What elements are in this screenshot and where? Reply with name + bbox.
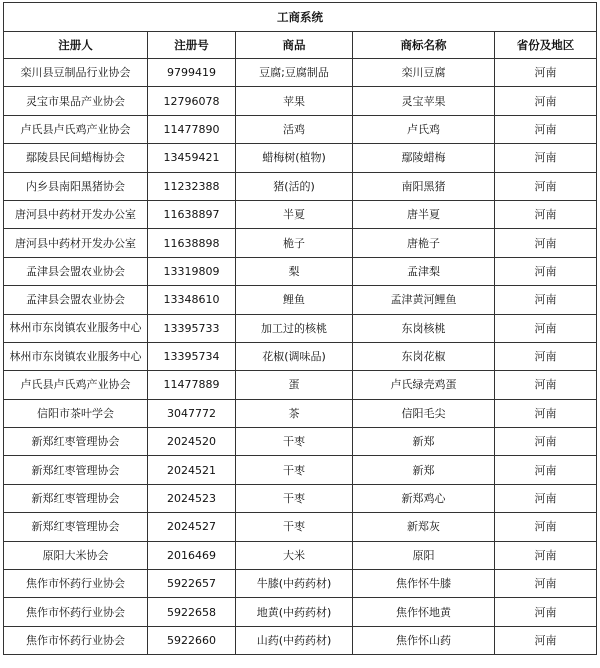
province-cell: 河南 <box>495 257 597 285</box>
registrant-cell: 新郑红枣管理协会 <box>4 513 148 541</box>
reg-number-cell: 11638898 <box>148 229 236 257</box>
province-cell: 河南 <box>495 513 597 541</box>
province-cell: 河南 <box>495 59 597 87</box>
table-row <box>4 87 597 115</box>
province-cell: 河南 <box>495 115 597 143</box>
province-cell: 河南 <box>495 286 597 314</box>
table-row <box>4 115 597 143</box>
registrant-cell: 内乡县南阳黑猪协会 <box>4 172 148 200</box>
trademark-cell: 原阳 <box>353 541 495 569</box>
table-row <box>4 229 597 257</box>
goods-cell: 豆腐;豆腐制品 <box>236 59 353 87</box>
reg-number-cell: 5922660 <box>148 626 236 654</box>
table-row <box>4 484 597 512</box>
table-title: 工商系统 <box>4 3 597 32</box>
reg-number-cell: 2024527 <box>148 513 236 541</box>
goods-cell: 猪(活的) <box>236 172 353 200</box>
province-cell: 河南 <box>495 428 597 456</box>
reg-number-cell: 2024521 <box>148 456 236 484</box>
reg-number-cell: 13348610 <box>148 286 236 314</box>
goods-cell: 牛膝(中药药材) <box>236 570 353 598</box>
registrant-cell: 孟津县会盟农业协会 <box>4 286 148 314</box>
goods-cell: 蜡梅树(植物) <box>236 144 353 172</box>
province-cell: 河南 <box>495 598 597 626</box>
goods-cell: 苹果 <box>236 87 353 115</box>
table-row <box>4 598 597 626</box>
table-row <box>4 172 597 200</box>
column-header-registrant: 注册人 <box>4 32 148 59</box>
goods-cell: 活鸡 <box>236 115 353 143</box>
goods-cell: 鲤鱼 <box>236 286 353 314</box>
registrant-cell: 林州市东岗镇农业服务中心 <box>4 342 148 370</box>
registrant-cell: 孟津县会盟农业协会 <box>4 257 148 285</box>
trademark-cell: 孟津梨 <box>353 257 495 285</box>
trademark-cell: 唐桅子 <box>353 229 495 257</box>
table-row <box>4 456 597 484</box>
trademark-cell: 南阳黑猪 <box>353 172 495 200</box>
registrant-cell: 焦作市怀药行业协会 <box>4 626 148 654</box>
reg-number-cell: 5922657 <box>148 570 236 598</box>
registrant-cell: 卢氏县卢氏鸡产业协会 <box>4 115 148 143</box>
registrant-cell: 新郑红枣管理协会 <box>4 456 148 484</box>
province-cell: 河南 <box>495 484 597 512</box>
goods-cell: 花椒(调味品) <box>236 342 353 370</box>
registrant-cell: 新郑红枣管理协会 <box>4 484 148 512</box>
table-row <box>4 59 597 87</box>
column-header-goods: 商品 <box>236 32 353 59</box>
registrant-cell: 唐河县中药材开发办公室 <box>4 229 148 257</box>
table-body <box>4 59 597 655</box>
goods-cell: 山药(中药药材) <box>236 626 353 654</box>
reg-number-cell: 11638897 <box>148 200 236 228</box>
reg-number-cell: 13395733 <box>148 314 236 342</box>
registrant-cell: 鄢陵县民间蜡梅协会 <box>4 144 148 172</box>
reg-number-cell: 11477889 <box>148 371 236 399</box>
reg-number-cell: 13319809 <box>148 257 236 285</box>
reg-number-cell: 5922658 <box>148 598 236 626</box>
trademark-cell: 新郑 <box>353 456 495 484</box>
goods-cell: 半夏 <box>236 200 353 228</box>
table-row <box>4 541 597 569</box>
goods-cell: 地黄(中药药材) <box>236 598 353 626</box>
province-cell: 河南 <box>495 314 597 342</box>
trademark-cell: 灵宝苹果 <box>353 87 495 115</box>
goods-cell: 大米 <box>236 541 353 569</box>
table-row <box>4 371 597 399</box>
goods-cell: 干枣 <box>236 428 353 456</box>
trademark-cell: 焦作怀地黄 <box>353 598 495 626</box>
province-cell: 河南 <box>495 626 597 654</box>
goods-cell: 干枣 <box>236 484 353 512</box>
reg-number-cell: 13395734 <box>148 342 236 370</box>
trademark-cell: 新郑灰 <box>353 513 495 541</box>
reg-number-cell: 3047772 <box>148 399 236 427</box>
reg-number-cell: 13459421 <box>148 144 236 172</box>
province-cell: 河南 <box>495 342 597 370</box>
trademark-cell: 东岗核桃 <box>353 314 495 342</box>
trademark-cell: 焦作怀山药 <box>353 626 495 654</box>
reg-number-cell: 9799419 <box>148 59 236 87</box>
table-row <box>4 626 597 654</box>
registrant-cell: 新郑红枣管理协会 <box>4 428 148 456</box>
goods-cell: 干枣 <box>236 456 353 484</box>
trademark-cell: 栾川豆腐 <box>353 59 495 87</box>
registrant-cell: 林州市东岗镇农业服务中心 <box>4 314 148 342</box>
registrant-cell: 焦作市怀药行业协会 <box>4 598 148 626</box>
table-row <box>4 286 597 314</box>
reg-number-cell: 2024523 <box>148 484 236 512</box>
trademark-cell: 焦作怀牛膝 <box>353 570 495 598</box>
province-cell: 河南 <box>495 144 597 172</box>
table-row <box>4 570 597 598</box>
column-header-province: 省份及地区 <box>495 32 597 59</box>
trademark-cell: 信阳毛尖 <box>353 399 495 427</box>
province-cell: 河南 <box>495 371 597 399</box>
trademark-cell: 东岗花椒 <box>353 342 495 370</box>
province-cell: 河南 <box>495 200 597 228</box>
province-cell: 河南 <box>495 570 597 598</box>
table-row <box>4 144 597 172</box>
table-row <box>4 513 597 541</box>
trademark-cell: 唐半夏 <box>353 200 495 228</box>
province-cell: 河南 <box>495 87 597 115</box>
goods-cell: 加工过的核桃 <box>236 314 353 342</box>
reg-number-cell: 2016469 <box>148 541 236 569</box>
trademark-cell: 卢氏绿壳鸡蛋 <box>353 371 495 399</box>
goods-cell: 干枣 <box>236 513 353 541</box>
trademark-cell: 鄢陵蜡梅 <box>353 144 495 172</box>
province-cell: 河南 <box>495 456 597 484</box>
trademark-cell: 孟津黄河鲤鱼 <box>353 286 495 314</box>
registrant-cell: 灵宝市果品产业协会 <box>4 87 148 115</box>
reg-number-cell: 11477890 <box>148 115 236 143</box>
goods-cell: 桅子 <box>236 229 353 257</box>
registrant-cell: 信阳市茶叶学会 <box>4 399 148 427</box>
province-cell: 河南 <box>495 399 597 427</box>
province-cell: 河南 <box>495 229 597 257</box>
column-header-reg-number: 注册号 <box>148 32 236 59</box>
trademark-cell: 新郑鸡心 <box>353 484 495 512</box>
reg-number-cell: 11232388 <box>148 172 236 200</box>
province-cell: 河南 <box>495 541 597 569</box>
table-row <box>4 314 597 342</box>
trademark-cell: 新郑 <box>353 428 495 456</box>
registrant-cell: 原阳大米协会 <box>4 541 148 569</box>
table-row <box>4 399 597 427</box>
registrant-cell: 焦作市怀药行业协会 <box>4 570 148 598</box>
table-row <box>4 200 597 228</box>
goods-cell: 蛋 <box>236 371 353 399</box>
registrant-cell: 唐河县中药材开发办公室 <box>4 200 148 228</box>
province-cell: 河南 <box>495 172 597 200</box>
reg-number-cell: 2024520 <box>148 428 236 456</box>
trademark-table <box>3 2 597 655</box>
table-row <box>4 342 597 370</box>
goods-cell: 茶 <box>236 399 353 427</box>
goods-cell: 梨 <box>236 257 353 285</box>
registrant-cell: 卢氏县卢氏鸡产业协会 <box>4 371 148 399</box>
trademark-cell: 卢氏鸡 <box>353 115 495 143</box>
registrant-cell: 栾川县豆制品行业协会 <box>4 59 148 87</box>
reg-number-cell: 12796078 <box>148 87 236 115</box>
column-header-trademark: 商标名称 <box>353 32 495 59</box>
table-row <box>4 257 597 285</box>
table-row <box>4 428 597 456</box>
